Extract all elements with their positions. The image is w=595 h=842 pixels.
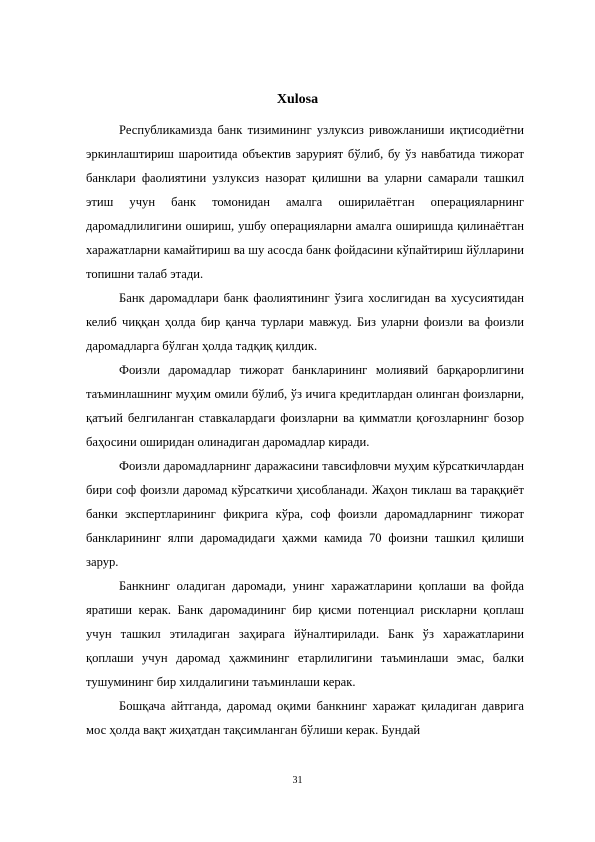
paragraph: Банкнинг оладиган даромади, унинг харажатларини қоплаши ва фойда яратиши керак. Банк даромадининг бир қисми потенциал рискларни қоплаш учун ташкил этиладиган заҳирага йўналтирилади. Банк ўз харажатларини қоплаши учун даромад ҳажмининг етарлилигини таъминлаши эмас, балки тушумининг бир хилдалигини таъминлаши керак. bbox=[86, 579, 524, 689]
paragraph: Банк даромадлари банк фаолиятининг ўзига хослигидан ва хусусиятидан келиб чиққан ҳолда бир қанча турлари мавжуд. Биз уларни фоизли ва фоизли даромадларга бўлган ҳолда тадқиқ қилдик. bbox=[86, 291, 524, 353]
page-title: Xulosa bbox=[276, 92, 319, 107]
paragraph: Бошқача айтганда, даромад оқими банкнинг харажат қиладиган даврига мос ҳолда вақт жиҳатдан тақсимланган бўлиши керак. Бундай bbox=[86, 699, 524, 737]
page-number: 31 bbox=[292, 775, 303, 786]
body-text bbox=[86, 118, 524, 742]
paragraph: Республикамизда банк тизимининг узлуксиз ривожланиши иқтисодиётни эркинлаштириш шароитида объектив зарурият бўлиб, бу ўз навбатида тижорат банклари фаолиятини узлуксиз назорат қилишни ва уларни самарали ташкил этиш учун банк томонидан амалга оширилаётган операцияларнинг даромадлилигини ошириш, ушбу операцияларни амалга оширишда қилинаётган харажатларни камайтириш ва шу асосда банк фойдасини кўпайтириш йўлларини топишни талаб этади. bbox=[86, 123, 524, 281]
paragraph: Фоизли даромадларнинг даражасини тавсифловчи муҳим кўрсаткичлардан бири соф фоизли даромад кўрсаткичи ҳисобланади. Жаҳон тиклаш ва тараққиёт банки экспертларининг фикрига кўра, соф фоизли даромадларнинг тижорат банкларининг ялпи даромадидаги ҳажми камида 70 фоизни ташкил қилиши зарур. bbox=[86, 459, 524, 569]
paragraph: Фоизли даромадлар тижорат банкларининг молиявий барқарорлигини таъминлашнинг муҳим омили бўлиб, ўз ичига кредитлардан олинган фоизларни, қатъий белгиланган ставкалардаги фоизларни ва қимматли қоғозларнинг бозор баҳосини оширидан олинадиган даромадлар киради. bbox=[86, 363, 524, 449]
